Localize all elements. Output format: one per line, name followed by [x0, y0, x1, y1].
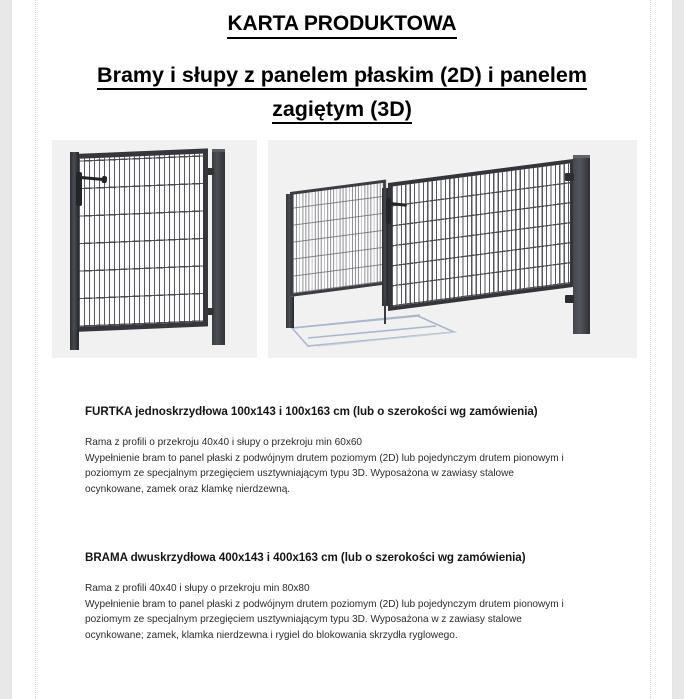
- section-body-line: Wypełnienie bram to panel płaski z podwójnym drutem poziomym (2D) lub pojedynczym drutem pionowym i: [85, 598, 564, 610]
- section-brama: [85, 551, 641, 643]
- gate-leaf-far: [290, 180, 386, 297]
- document-page: [12, 0, 672, 699]
- figure-row: [12, 140, 672, 360]
- section-heading: BRAMA dwuskrzydłowa 400x143 i 400x163 cm (lub o szerokości wg zamówienia): [85, 551, 526, 564]
- section-body-line: Rama z profili 40x40 i słupy o przekroju min 80x80: [85, 583, 310, 594]
- section-body-line: ocynkowane; zamek, klamka nierdzewna i rygiel do blokowania skrzydła ryglowego.: [85, 629, 458, 641]
- page-subtitle: [64, 58, 620, 126]
- double-leaf-gate-photo: [268, 140, 637, 358]
- single-leaf-gate-photo: [52, 140, 257, 358]
- single-leaf-gate-illustration: [52, 140, 257, 358]
- section-heading: FURTKA jednoskrzydłowa 100x143 i 100x163 cm (lub o szerokości wg zamówienia): [85, 405, 538, 418]
- section-furtka: [85, 405, 641, 497]
- section-body: [85, 435, 641, 497]
- section-body-line: Rama z profili o przekroju 40x40 i słupy o przekroju min 60x60: [85, 437, 363, 448]
- section-body-line: poziomym ze specjalnym przegięciem usztywniającym typu 3D. Wyposażona w zawiasy stalowe: [85, 468, 514, 480]
- page-subtitle-line-1: Bramy i słupy z panelem płaskim (2D) i panelem: [97, 63, 587, 90]
- section-body-line: poziomym ze specjalnym przegięciem usztywniającym typu 3D. Wyposażona w z zawiasy stalowe: [85, 614, 522, 626]
- page-title-text: KARTA PRODUKTOWA: [227, 12, 456, 39]
- section-body-line: Wypełnienie bram to panel płaski z podwójnym drutem poziomym (2D) lub pojedynczym drutem pionowym i: [85, 452, 564, 464]
- page-subtitle-line-2: zagiętym (3D): [272, 97, 412, 124]
- gate-hinge-top: [565, 173, 574, 181]
- gate-leaf-near: [388, 159, 574, 311]
- wire-mesh-panel-far: [293, 183, 383, 294]
- gate-post: [573, 158, 590, 334]
- page-title: [12, 12, 672, 36]
- gate-post: [212, 152, 225, 345]
- section-body: [85, 581, 641, 643]
- drop-bolt: [384, 300, 386, 324]
- double-leaf-gate-illustration: [268, 140, 637, 358]
- wire-mesh-panel-near: [392, 163, 570, 306]
- gate-leaf: [74, 148, 208, 332]
- gate-stile-foot: [70, 330, 79, 350]
- section-body-line: ocynkowane, zamek oraz klamkę nierdzewną.: [85, 483, 291, 495]
- gate-hinge-bottom: [565, 295, 574, 303]
